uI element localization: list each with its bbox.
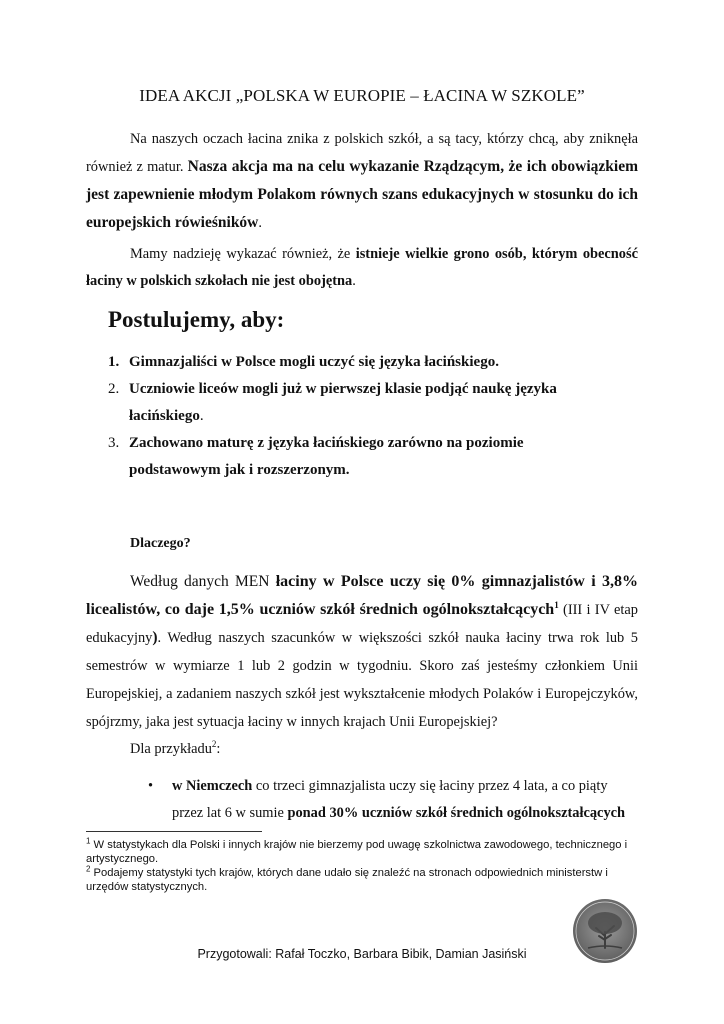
- footnote-2: [86, 866, 646, 894]
- footnote-divider: [86, 831, 262, 832]
- list-item-end: .: [199, 408, 204, 424]
- list-item: [108, 349, 578, 376]
- list-item: [108, 376, 578, 430]
- why-paren: ): [152, 629, 158, 646]
- footnote-ref-1[interactable]: 1: [554, 599, 559, 610]
- intro-bold-text-2: istnieje wielkie grono osób, którym obecność łaciny w polskich szkołach nie jest obojętna: [86, 246, 638, 289]
- why-text-c: . Według naszych szacunków w większości szkół nauka łaciny trwa rok lub 5 semestrów w wymiarze 1 lub 2 godzin w tygodniu. Skoro zaś jesteśmy członkiem Unii Europejskiej, a zadaniem naszych szkół jest wykształcenie młodych Polaków i Europejczyków, spójrzmy, jaka jest sytuacja łaciny w innych krajach Unii Europejskiej?: [86, 630, 638, 730]
- list-number: 2.: [108, 381, 120, 397]
- postulates-heading: Postulujemy, aby:: [108, 307, 285, 332]
- why-paragraph: [86, 568, 638, 736]
- footnote-1: [86, 838, 646, 866]
- bullet-text: [148, 773, 638, 827]
- example-text: Dla przykładu: [130, 741, 212, 757]
- example-end: :: [216, 741, 221, 757]
- footnote-text: Podajemy statystyki tych krajów, których dane udało się znaleźć na stronach odpowiednich ministerstw i urzędów statystycznych.: [86, 867, 608, 893]
- intro-paragraph-1: [86, 126, 638, 237]
- footnotes: [86, 838, 646, 894]
- footer-authors: Przygotowali: Rafał Toczko, Barbara Bibik, Damian Jasiński: [197, 947, 527, 961]
- why-bold-text: łaciny w Polsce uczy się 0% gimnazjalistów i 3,8% licealistów, co daje 1,5% uczniów szkół średnich ogólnokształcących: [86, 573, 639, 618]
- intro-bold-text: Nasza akcja ma na celu wykazanie Rządzącym, że ich obowiązkiem jest zapewnienie młodym Polakom równych szans edukacyjnych w stosunku do ich europejskich rówieśników: [86, 158, 638, 231]
- document-title: IDEA AKCJI „POLSKA W EUROPIE – ŁACINA W SZKOLE”: [139, 86, 585, 105]
- postulates-list: [108, 349, 578, 484]
- bullet-icon: •: [148, 778, 154, 794]
- footnote-text: W statystykach dla Polski i innych krajów nie bierzemy pod uwagę szkolnictwa zawodowego, technicznego i artystycznego.: [86, 839, 628, 865]
- example-paragraph: [86, 736, 638, 763]
- bullet-text-a: co trzeci gimnazjalista uczy się łaciny przez 4 lata, a co piąty przez lat 6 w sumie: [172, 778, 608, 821]
- why-text-b: (III i IV etap edukacyjny: [86, 602, 639, 646]
- list-number: 1.: [108, 354, 120, 370]
- list-number: 3.: [108, 435, 120, 451]
- list-item-text: Zachowano maturę z języka łacińskiego zarówno na poziomie podstawowym jak i rozszerzonym.: [129, 435, 524, 478]
- why-heading: Dlaczego?: [130, 536, 191, 551]
- intro-paragraph-2: [86, 241, 638, 295]
- intro-text-2: Mamy nadzieję wykazać również, że: [130, 246, 356, 262]
- why-text-a: Według danych MEN: [130, 573, 276, 590]
- footnote-ref-2[interactable]: 2: [211, 739, 217, 750]
- intro-end-2: .: [352, 273, 356, 289]
- list-item-text: Uczniowie liceów mogli już w pierwszej klasie podjąć naukę języka łacińskiego: [129, 381, 557, 424]
- footnote-number: 2: [86, 864, 91, 874]
- footnote-number: 1: [86, 836, 91, 846]
- bullet-item: [148, 773, 638, 827]
- list-item-text: Gimnazjaliści w Polsce mogli uczyć się języka łacińskiego.: [129, 354, 499, 370]
- bullet-bold: w Niemczech: [172, 778, 253, 794]
- intro-end: .: [258, 215, 262, 231]
- intro-text: Na naszych oczach łacina znika z polskich szkół, a są tacy, którzy chcą, aby zniknęła również z matur.: [86, 131, 638, 175]
- bullet-bold-2: ponad 30% uczniów szkół średnich ogólnokształcących: [287, 805, 626, 821]
- list-item: [108, 430, 578, 484]
